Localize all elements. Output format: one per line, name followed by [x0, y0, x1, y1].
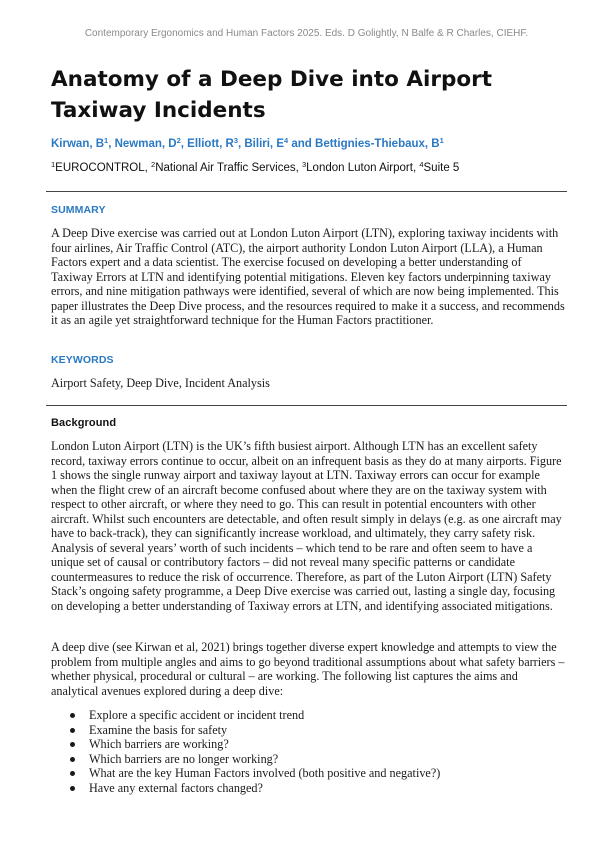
bullet-icon — [70, 713, 75, 718]
bullet-icon — [70, 771, 75, 776]
author: Kirwan, $B^1$, — [51, 136, 115, 150]
bullet-icon — [70, 757, 75, 762]
affiliation: $^3$London Luton Airport, — [301, 160, 420, 174]
affiliation-list — [51, 161, 571, 175]
list-item: Which barriers are working? — [51, 737, 565, 752]
background-paragraph: London Luton Airport (LTN) is the UK’s fifth busiest airport. Although LTN has an excellent safety record, taxiway errors continue to occur, albeit on an infrequent basis as they do at many airports. Figure 1 shows the single runway airport and taxiway layout at LTN. Taxiway errors can occur for example when the flight crew of an aircraft become confused about where they are on the taxiway system with respect to other aircraft, or where they need to go. This can result in potential encounters with other aircraft. Whilst such encounters are detectable, and often result simply in delays (e.g. as one aircraft may have to back-track), they can significantly increase workload, and ultimately, they carry safety risk. Analysis of several years’ worth of such incidents – which tend to be rare and often seem to have a unique set of causal or contributory factors – did not reveal many specific patterns or candidate countermeasures to reduce the risk of occurrence. Therefore, as part of the Luton Airport (LTN) Safety Stack’s ongoing safety programme, a Deep Dive exercise was carried out, lasting a single day, focusing on developing a better understanding of Taxiway errors at LTN, and identifying associated mitigations. — [51, 439, 562, 613]
list-item: Have any external factors changed? — [51, 781, 565, 796]
list-item: Explore a specific accident or incident trend — [51, 708, 565, 723]
author: Newman, $D^2$, — [114, 136, 188, 150]
list-item: Which barriers are no longer working? — [51, 752, 565, 767]
affiliation: $^4$Suite 5 — [419, 160, 460, 174]
divider — [46, 191, 567, 192]
background-heading: Background — [51, 417, 117, 429]
keywords-text: Airport Safety, Deep Dive, Incident Analysis — [51, 376, 270, 390]
affiliation: $^1$EUROCONTROL, — [51, 160, 152, 174]
affiliation: $^2$National Air Traffic Services, — [151, 160, 302, 174]
summary-heading: SUMMARY — [51, 204, 106, 216]
bullet-icon — [70, 728, 75, 733]
background-paragraph: A deep dive (see Kirwan et al, 2021) brings together diverse expert knowledge and attempts to view the problem from multiple angles and aims to go beyond traditional assumptions about what safety barriers – whether physical, procedural or cultural – are working. The following list captures the aims and analytical avenues explored during a deep dive: — [51, 640, 565, 698]
author: Elliott, $R^3$, — [187, 136, 245, 150]
author: Biliri, $E^4$ and — [244, 136, 316, 150]
bullet-icon — [70, 742, 75, 747]
author-list — [51, 137, 571, 151]
author: Bettignies-Thiebaux, $B^1$ — [315, 136, 444, 150]
divider — [46, 405, 567, 406]
list-item: Examine the basis for safety — [51, 723, 565, 738]
summary-text: A Deep Dive exercise was carried out at London Luton Airport (LTN), exploring taxiway incidents with four airlines, Air Traffic Control (ATC), the airport authority London Luton Airport (LLA), a Human Factors expert and a data scientist. The exercise focused on developing a better understanding of Taxiway Errors at LTN and identifying potential mitigations. Eleven key factors underpinning taxiway errors, and nine mitigation pathways were identified, several of which are now being implemented. This paper illustrates the Deep Dive process, and the resources required to make it a success, and recommends it as an agile yet straightforward technique for the Human Factors practitioner. — [51, 226, 565, 327]
paper-title: Anatomy of a Deep Dive into Airport Taxiway Incidents — [51, 67, 493, 123]
bullet-icon — [70, 786, 75, 791]
list-item: What are the key Human Factors involved (both positive and negative?) — [51, 766, 565, 781]
aims-list — [51, 708, 565, 795]
running-head: Contemporary Ergonomics and Human Factors 2025. Eds. D Golightly, N Balfe & R Charles, CIEHF. — [84, 28, 529, 39]
keywords-heading: KEYWORDS — [51, 354, 114, 366]
